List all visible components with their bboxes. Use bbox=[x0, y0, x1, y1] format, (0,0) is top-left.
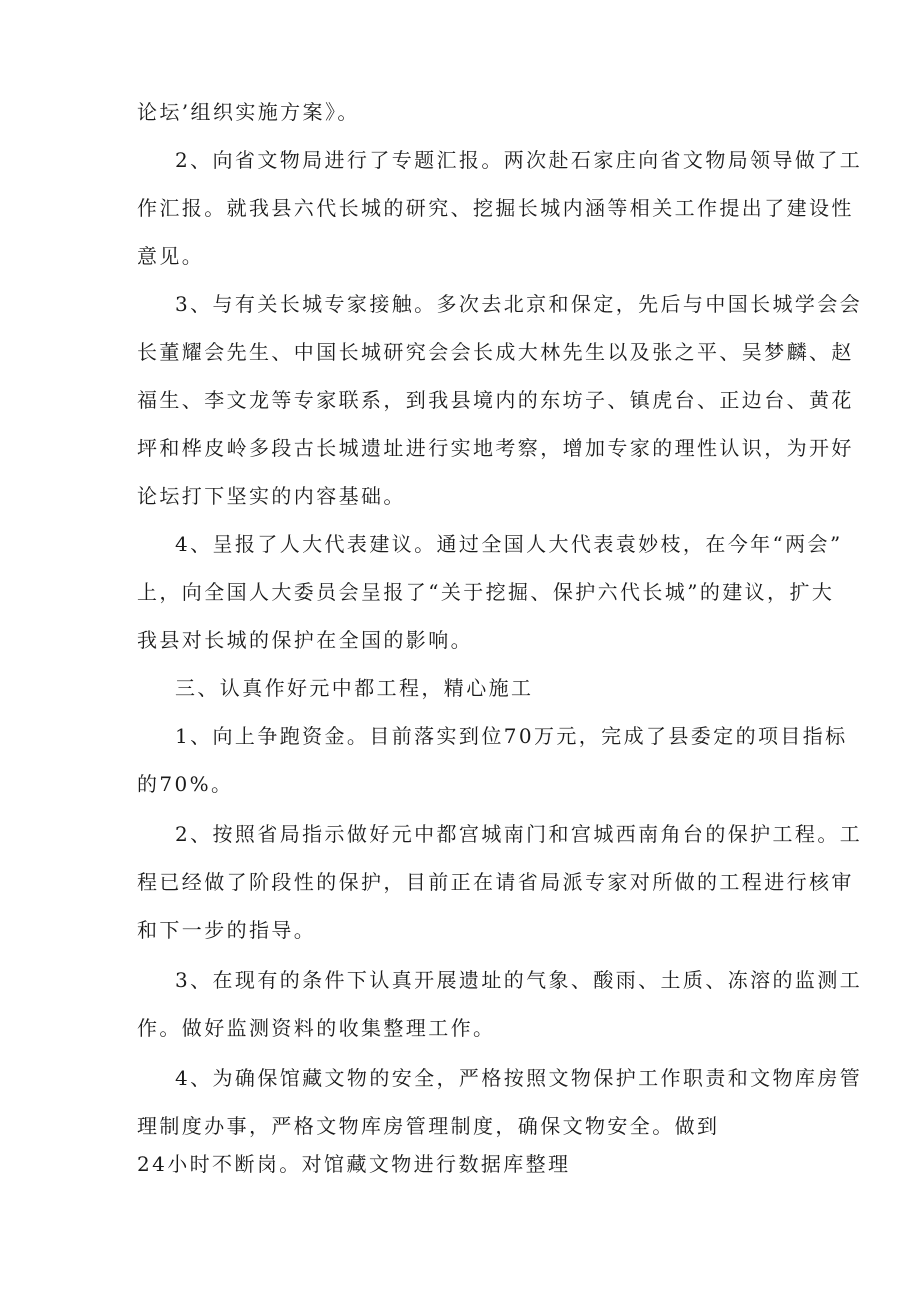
text-line: 4、为确保馆藏文物的安全，严格按照文物保护工作职责和文物库房管 bbox=[175, 1066, 863, 1090]
text-line: 我县对长城的保护在全国的影响。 bbox=[137, 628, 473, 652]
text-line: 和下一步的指导。 bbox=[137, 918, 317, 942]
text-line: 程已经做了阶段性的保护，目前正在请省局派专家对所做的工程进行核审 bbox=[137, 870, 854, 894]
text-line: 论坛’组织实施方案》。 bbox=[137, 100, 360, 124]
text-line: 作。做好监测资料的收集整理工作。 bbox=[137, 1016, 496, 1040]
text-line: 理制度办事，严格文物库房管理制度，确保文物安全。做到 bbox=[137, 1114, 720, 1138]
text-line: 3、在现有的条件下认真开展遗址的气象、酸雨、土质、冻溶的监测工 bbox=[175, 968, 863, 992]
text-line: 2、按照省局指示做好元中都宫城南门和宫城西南角台的保护工程。工 bbox=[175, 822, 863, 846]
text-line: 作汇报。就我县六代长城的研究、挖掘长城内涵等相关工作提出了建设性 bbox=[137, 196, 854, 220]
section-heading: 三、认真作好元中都工程，精心施工 bbox=[175, 676, 534, 700]
text-line: 坪和桦皮岭多段古长城遗址进行实地考察，增加专家的理性认识，为开好 bbox=[137, 436, 854, 460]
text-line: 福生、李文龙等专家联系，到我县境内的东坊子、镇虎台、正边台、黄花 bbox=[137, 388, 854, 412]
text-line: 3、与有关长城专家接触。多次去北京和保定，先后与中国长城学会会 bbox=[175, 292, 863, 316]
text-line: 上，向全国人大委员会呈报了“关于挖掘、保护六代长城”的建议，扩大 bbox=[137, 580, 835, 604]
text-line: 长董耀会先生、中国长城研究会会长成大林先生以及张之平、吴梦麟、赵 bbox=[137, 340, 854, 364]
text-line: 24小时不断岗。对馆藏文物进行数据库整理 bbox=[137, 1152, 571, 1176]
text-line: 意见。 bbox=[137, 244, 205, 268]
text-line: 4、呈报了人大代表建议。通过全国人大代表袁妙枝，在今年“两会” bbox=[175, 532, 843, 556]
text-line: 1、向上争跑资金。目前落实到位70万元，完成了县委定的项目指标 bbox=[175, 724, 848, 748]
text-line: 论坛打下坚实的内容基础。 bbox=[137, 484, 406, 508]
text-line: 的70%。 bbox=[137, 772, 234, 796]
text-line: 2、向省文物局进行了专题汇报。两次赴石家庄向省文物局领导做了工 bbox=[175, 148, 863, 172]
